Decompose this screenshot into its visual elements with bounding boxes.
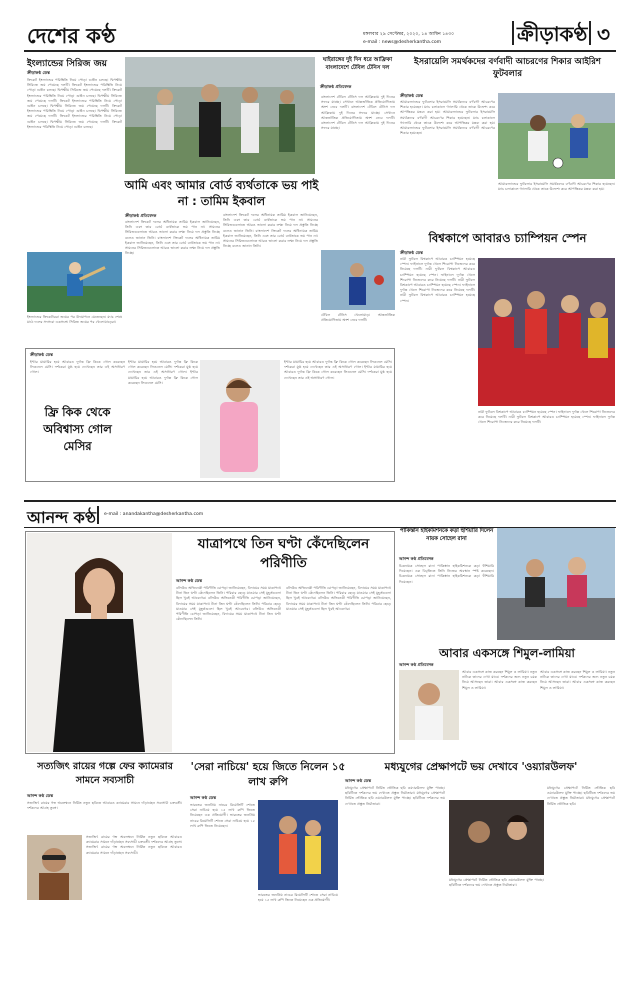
photo-shimul-lamia	[497, 528, 615, 640]
headline-israel: ইসরায়েলি সমর্থকদের বর্ণবাদী আচরণের শিকার আইরিশ ফুটবলার	[414, 57, 601, 79]
headline-sohel: পাকিস্তান হাইকমিশনকে কড়া হুঁশিয়ারি দিলেন নায়ক সোহেল রানা	[399, 528, 494, 542]
body-parineeti-a: বলিউড অভিনেত্রী পরিণীতি চোপড়া জানিয়েছেন, বিদায়ের সময় যাত্রাপথে টানা তিন ঘণ্টা কেঁদেছিলেন তিনি। পরিবার ছেড়ে যাওয়ার সেই মুহূর্তগুলো ছিল খুবই আবেগের। বলিউড অভিনেত্রী পরিণীতি চোপড়া জানিয়েছেন, বিদায়ের সময় যাত্রাপথে টানা তিন ঘণ্টা কেঁদেছিলেন তিনি। পরিবার ছেড়ে যাওয়ার সেই মুহূর্তগুলো ছিল খুবই আবেগের। বলিউড অভিনেত্রী পরিণীতি চোপড়া জানিয়েছেন, বিদায়ের সময় যাত্রাপথে টানা তিন ঘণ্টা কেঁদেছিলেন তিনি।	[176, 586, 281, 622]
body-satyajit-b: সত্যজিৎ রায়ের গল্প অবলম্বনে নির্মিত নতুন ছবিতে আবারও ক্যামেরার সামনে দাঁড়াচ্ছেন সব্যসাচী চক্রবর্তী। দর্শকদের আগ্রহ তুঙ্গে। সত্যজিৎ রায়ের গল্প অবলম্বনে নির্মিত নতুন ছবিতে আবারও ক্যামেরার সামনে দাঁড়াচ্ছেন সব্যসাচী।	[86, 835, 182, 855]
headline-nachiye: 'সেরা নাচিয়ে' হয়ে জিতে নিলেন ১৫ লাখ রুপি	[190, 761, 346, 788]
body-spain-a: নারী ফুটবল বিশ্বকাপে আবারও চ্যাম্পিয়ন হয়েছে স্পেন। ফাইনালে দুর্দান্ত খেলে শিরোপা নিজেদের করে নিয়েছে দলটি। নারী ফুটবল বিশ্বকাপে আবারও চ্যাম্পিয়ন হয়েছে স্পেন। ফাইনালে দুর্দান্ত খেলে শিরোপা নিজেদের করে নিয়েছে দলটি। নারী ফুটবল বিশ্বকাপে আবারও চ্যাম্পিয়ন হয়েছে স্পেন। ফাইনালে দুর্দান্ত খেলে শিরোপা নিজেদের করে নিয়েছে দলটি। নারী ফুটবল বিশ্বকাপে আবারও চ্যাম্পিয়ন হয়েছে স্পেন।	[400, 257, 475, 303]
photo-footballer	[498, 93, 615, 179]
page-number: ৩	[597, 22, 611, 46]
headline-england: ইংল্যান্ডের সিরিজ জয়	[27, 59, 107, 69]
photo-tamim	[125, 57, 315, 174]
body-werewolf-a: মধ্যযুগের প্রেক্ষাপটে নির্মিত ভৌতিক ছবি ওয়্যারউলফ মুক্তি পাচ্ছে। ছবিটিতে দর্শকদের ভয় দেখাতে প্রস্তুত নির্মাতারা। মধ্যযুগের প্রেক্ষাপটে নির্মিত ভৌতিক ছবি ওয়্যারউলফ মুক্তি পাচ্ছে। ছবিটিতে দর্শকদের ভয় দেখাতে প্রস্তুত নির্মাতারা।	[345, 786, 445, 806]
photo-sohel-rana	[399, 670, 459, 740]
photo-sabyasachi	[27, 835, 82, 900]
headline-ghana: ঘাইরাঙ্গের দুই দিন ধরে আফ্রিকা বাংলাদেশে টেবিল টেনিস দল	[322, 57, 393, 71]
body-tamim-c: বাংলাদেশ টেবিল টেনিস দল আফ্রিকায় দুই দিনের সফরে যাচ্ছে। সেখানে আন্তর্জাতিক প্রতিযোগিতায় অংশ নেবে দলটি। বাংলাদেশ টেবিল টেনিস দল আফ্রিকায় দুই দিনের সফরে যাচ্ছে। সেখানে আন্তর্জাতিক প্রতিযোগিতায় অংশ নেবে দলটি। বাংলাদেশ টেবিল টেনিস দল আফ্রিকায় দুই দিনের সফরে যাচ্ছে।	[321, 95, 395, 131]
body-israel-b: আয়ারল্যান্ডের ফুটবলার ইসরায়েলি সমর্থকদের বর্ণবাদী আচরণের শিকার হয়েছেন। ম্যাচ চলাকালে গ্যালারি থেকে তাকে উদ্দেশ্য করে আপত্তিকর মন্তব্য করা হয়।	[498, 182, 615, 192]
page-no-divider	[589, 21, 591, 45]
photo-spain-team	[478, 258, 615, 406]
header-rule	[24, 50, 616, 52]
header-divider	[512, 21, 514, 45]
bottom-header-divider	[97, 506, 99, 524]
headline-parineeti: যাত্রাপথে তিন ঘণ্টা কেঁদেছিলেন পরিণীতি	[197, 536, 370, 571]
body-werewolf-c: মধ্যযুগের প্রেক্ষাপটে নির্মিত ভৌতিক ছবি ওয়্যারউলফ মুক্তি পাচ্ছে। ছবিটিতে দর্শকদের ভয় দেখাতে প্রস্তুত নির্মাতারা।	[449, 878, 544, 888]
byline-england: ক্রীড়াকণ্ঠ ডেস্ক	[27, 70, 50, 75]
body-tamim-a: বাংলাদেশ ক্রিকেট দলের অধিনায়ক তামিম ইকবাল জানিয়েছেন, তিনি এবং তার বোর্ড ব্যর্থতাকে ভয় পান না। সামনের সিরিজগুলোতে আরও ভালো করার লক্ষ্য নিয়ে দল প্রস্তুতি নিচ্ছে বলেও জানান তিনি। বাংলাদেশ ক্রিকেট দলের অধিনায়ক তামিম ইকবাল জানিয়েছেন, তিনি এবং তার বোর্ড ব্যর্থতাকে ভয় পান না। সামনের সিরিজগুলোতে আরও ভালো করার লক্ষ্য নিয়ে দল প্রস্তুতি নিচ্ছে।	[125, 220, 220, 256]
photo-tt-player	[321, 250, 395, 310]
byline-satyajit: আনন্দ কণ্ঠ ডেস্ক	[27, 793, 54, 798]
body-satyajit-a: সত্যজিৎ রায়ের গল্প অবলম্বনে নির্মিত নতুন ছবিতে আবারও ক্যামেরার সামনে দাঁড়াচ্ছেন সব্যসাচী চক্রবর্তী। দর্শকদের আগ্রহ তুঙ্গে।	[27, 801, 182, 811]
byline-israel: ক্রীড়াকণ্ঠ ডেস্ক	[400, 93, 423, 98]
section-title-bottom: আনন্দ কণ্ঠ	[27, 508, 96, 527]
body-england: ক্রিকেট ইংল্যান্ডের পরিস্থিতি নিয়ে পোড়া গুঞ্জন চলছে। দ্বিপক্ষীয় সিরিজে জয় পেয়েছে দলটি। ক্রিকেট ইংল্যান্ডের পরিস্থিতি নিয়ে পোড়া গুঞ্জন চলছে। দ্বিপক্ষীয় সিরিজে জয় পেয়েছে দলটি। ক্রিকেট ইংল্যান্ডের পরিস্থিতি নিয়ে পোড়া গুঞ্জন চলছে। দ্বিপক্ষীয় সিরিজে জয় পেয়েছে দলটি। ক্রিকেট ইংল্যান্ডের পরিস্থিতি নিয়ে পোড়া গুঞ্জন চলছে। দ্বিপক্ষীয় সিরিজে জয় পেয়েছে দলটি। ক্রিকেট ইংল্যান্ডের পরিস্থিতি নিয়ে পোড়া গুঞ্জন চলছে। দ্বিপক্ষীয় সিরিজে জয় পেয়েছে দলটি। ক্রিকেট ইংল্যান্ডের পরিস্থিতি নিয়ে পোড়া গুঞ্জন চলছে। দ্বিপক্ষীয় সিরিজে জয় পেয়েছে দলটি। ক্রিকেট ইংল্যান্ডের পরিস্থিতি নিয়ে পোড়া গুঞ্জন চলছে।	[27, 78, 122, 129]
body-messi-a: ইন্টার মায়ামির হয়ে আবারও দুর্দান্ত ফ্রি কিকে গোল করেছেন লিওনেল মেসি। দর্শকেরা মুগ্ধ হয়ে দেখেছেন তার এই অসাধারণ গোল।	[30, 360, 125, 375]
body-shimul-a: আবার একসঙ্গে কাজ করছেন শিমুল ও লামিয়া। নতুন নাটকে তাদের দেখা যাবে। দর্শকদের জন্য নতুন চমক নিয়ে আসছেন তারা। আবার একসঙ্গে কাজ করছেন শিমুল ও লামিয়া।	[462, 670, 537, 690]
photo-werewolf	[449, 800, 544, 875]
headline-werewolf: মধ্যযুগের প্রেক্ষাপটে ভয় দেখাবে 'ওয়্যারউলফ'	[384, 761, 578, 773]
body-messi-c: ইন্টার মায়ামির হয়ে আবারও দুর্দান্ত ফ্রি কিকে গোল করেছেন লিওনেল মেসি। দর্শকেরা মুগ্ধ হয়ে দেখেছেন তার এই অসাধারণ গোল। ইন্টার মায়ামির হয়ে আবারও দুর্দান্ত ফ্রি কিকে গোল করেছেন লিওনেল মেসি। দর্শকেরা মুগ্ধ হয়ে দেখেছেন তার এই অসাধারণ গোল।	[284, 360, 392, 380]
email-line: e-mail : news@desherkantha.com	[363, 40, 442, 45]
byline-parineeti: আনন্দ কণ্ঠ ডেস্ক	[176, 578, 203, 583]
photo-dancer	[258, 800, 338, 890]
byline-messi: ক্রীড়াকণ্ঠ ডেস্ক	[30, 352, 53, 357]
byline-spain: ক্রীড়াকণ্ঠ ডেস্ক	[400, 250, 423, 255]
body-nachiye-b: ভারতের জনপ্রিয় নাচের রিয়েলিটি শোতে সেরা নাচিয়ে হয়ে ১৫ লাখ রুপি জিতে নিয়েছেন এক প্রতিযোগী।	[258, 893, 338, 903]
body-spain-b: নারী ফুটবল বিশ্বকাপে আবারও চ্যাম্পিয়ন হয়েছে স্পেন। ফাইনালে দুর্দান্ত খেলে শিরোপা নিজেদের করে নিয়েছে দলটি। নারী ফুটবল বিশ্বকাপে আবারও চ্যাম্পিয়ন হয়েছে স্পেন। ফাইনালে দুর্দান্ত খেলে শিরোপা নিজেদের করে নিয়েছে দলটি।	[478, 410, 615, 425]
caption-england: ইংল্যান্ডের ক্রিকেটাররা জয়ের পর উদযাপনে মেতেছেন। ম্যাচ শেষে মাঠে দলের সদস্যরা একসঙ্গে। সিরিজ জয়ের পর খেলোয়াড়েরা।	[27, 315, 122, 325]
photo-parineeti	[27, 533, 172, 752]
body-tamim-b: বাংলাদেশ ক্রিকেট দলের অধিনায়ক তামিম ইকবাল জানিয়েছেন, তিনি এবং তার বোর্ড ব্যর্থতাকে ভয় পান না। সামনের সিরিজগুলোতে আরও ভালো করার লক্ষ্য নিয়ে দল প্রস্তুতি নিচ্ছে বলেও জানান তিনি। বাংলাদেশ ক্রিকেট দলের অধিনায়ক তামিম ইকবাল জানিয়েছেন, তিনি এবং তার বোর্ড ব্যর্থতাকে ভয় পান না। সামনের সিরিজগুলোতে আরও ভালো করার লক্ষ্য নিয়ে দল প্রস্তুতি নিচ্ছে বলেও জানান তিনি।	[223, 213, 318, 249]
headline-satyajit: সত্যজিৎ রায়ের গল্পে ফের ক্যামেরার সামনে সব্যসাচী	[37, 761, 173, 786]
byline-werewolf: আনন্দ কণ্ঠ ডেস্ক	[345, 778, 372, 783]
body-parineeti-b: বলিউড অভিনেত্রী পরিণীতি চোপড়া জানিয়েছেন, বিদায়ের সময় যাত্রাপথে টানা তিন ঘণ্টা কেঁদেছিলেন তিনি। পরিবার ছেড়ে যাওয়ার সেই মুহূর্তগুলো ছিল খুবই আবেগের। বলিউড অভিনেত্রী পরিণীতি চোপড়া জানিয়েছেন, বিদায়ের সময় যাত্রাপথে টানা তিন ঘণ্টা কেঁদেছিলেন তিনি। পরিবার ছেড়ে যাওয়ার সেই মুহূর্তগুলো ছিল খুবই আবেগের।	[286, 586, 391, 611]
byline-tamim: ক্রীড়াকণ্ঠ প্রতিবেদক	[125, 213, 157, 218]
headline-spain: বিশ্বকাপে আবারও চ্যাম্পিয়ন স্পেন	[428, 231, 587, 245]
headline-tamim: আমি এবং আমার বোর্ড ব্যর্থতাকে ভয় পাই না : তামিম ইকবাল	[124, 178, 319, 208]
body-shimul-b: আবার একসঙ্গে কাজ করছেন শিমুল ও লামিয়া। নতুন নাটকে তাদের দেখা যাবে। দর্শকদের জন্য নতুন চমক নিয়ে আসছেন তারা। আবার একসঙ্গে কাজ করছেন শিমুল ও লামিয়া।	[540, 670, 615, 690]
headline-shimul: আবার একসঙ্গে শিমুল-লামিয়া	[439, 646, 575, 660]
body-israel-a: আয়ারল্যান্ডের ফুটবলার ইসরায়েলি সমর্থকদের বর্ণবাদী আচরণের শিকার হয়েছেন। ম্যাচ চলাকালে গ্যালারি থেকে তাকে উদ্দেশ্য করে আপত্তিকর মন্তব্য করা হয়। আয়ারল্যান্ডের ফুটবলার ইসরায়েলি সমর্থকদের বর্ণবাদী আচরণের শিকার হয়েছেন। ম্যাচ চলাকালে গ্যালারি থেকে তাকে উদ্দেশ্য করে আপত্তিকর মন্তব্য করা হয়। আয়ারল্যান্ডের ফুটবলার ইসরায়েলি সমর্থকদের বর্ণবাদী আচরণের শিকার হয়েছেন।	[400, 100, 495, 136]
headline-messi: ফ্রি কিক থেকে অবিশ্বাস্য গোল মেসির	[43, 405, 112, 453]
body-messi-b: ইন্টার মায়ামির হয়ে আবারও দুর্দান্ত ফ্রি কিকে গোল করেছেন লিওনেল মেসি। দর্শকেরা মুগ্ধ হয়ে দেখেছেন তার এই অসাধারণ গোল। ইন্টার মায়ামির হয়ে আবারও দুর্দান্ত ফ্রি কিকে গোল করেছেন লিওনেল মেসি।	[128, 360, 198, 385]
section-title-left: দেশের কণ্ঠ	[27, 23, 116, 48]
date-line: মঙ্গলবার ২৯ সেপ্টেম্বর, ২০২০, ১৪ আশ্বিন ১৪৩০	[363, 32, 455, 37]
byline-ghana: ক্রীড়াকণ্ঠ প্রতিবেদক	[320, 84, 352, 89]
caption-tt: টেবিল টেনিস খেলোয়াড়। আন্তর্জাতিক প্রতিযোগিতায় অংশ নেবে দলটি।	[321, 313, 395, 323]
body-werewolf-b: মধ্যযুগের প্রেক্ষাপটে নির্মিত ভৌতিক ছবি ওয়্যারউলফ মুক্তি পাচ্ছে। ছবিটিতে দর্শকদের ভয় দেখাতে প্রস্তুত নির্মাতারা। মধ্যযুগের প্রেক্ষাপটে নির্মিত ভৌতিক ছবি।	[547, 786, 615, 806]
bottom-email: e-mail : anandakantha@desherkantha.com	[104, 512, 204, 517]
byline-shimul: আনন্দ কণ্ঠ প্রতিবেদক	[399, 662, 434, 667]
body-sohel: চিত্রনায়ক সোহেল রানা পাকিস্তান হাইকমিশনকে কড়া হুঁশিয়ারি দিয়েছেন। এক বিবৃতিতে তিনি নিজের অবস্থান স্পষ্ট করেছেন। চিত্রনায়ক সোহেল রানা পাকিস্তান হাইকমিশনকে কড়া হুঁশিয়ারি দিয়েছেন।	[399, 564, 494, 584]
byline-nachiye: আনন্দ কণ্ঠ ডেস্ক	[190, 795, 217, 800]
photo-cricket-batter	[27, 252, 122, 312]
section-rule	[24, 500, 616, 502]
photo-messi	[200, 360, 280, 478]
section-title-right: ক্রীড়াকণ্ঠ	[517, 22, 588, 46]
body-nachiye-a: ভারতের জনপ্রিয় নাচের রিয়েলিটি শোতে সেরা নাচিয়ে হয়ে ১৫ লাখ রুপি জিতে নিয়েছেন এক প্রতিযোগী। ভারতের জনপ্রিয় নাচের রিয়েলিটি শোতে সেরা নাচিয়ে হয়ে ১৫ লাখ রুপি জিতে নিয়েছেন।	[190, 803, 255, 828]
byline-sohel: আনন্দ কণ্ঠ প্রতিবেদক	[399, 556, 434, 561]
